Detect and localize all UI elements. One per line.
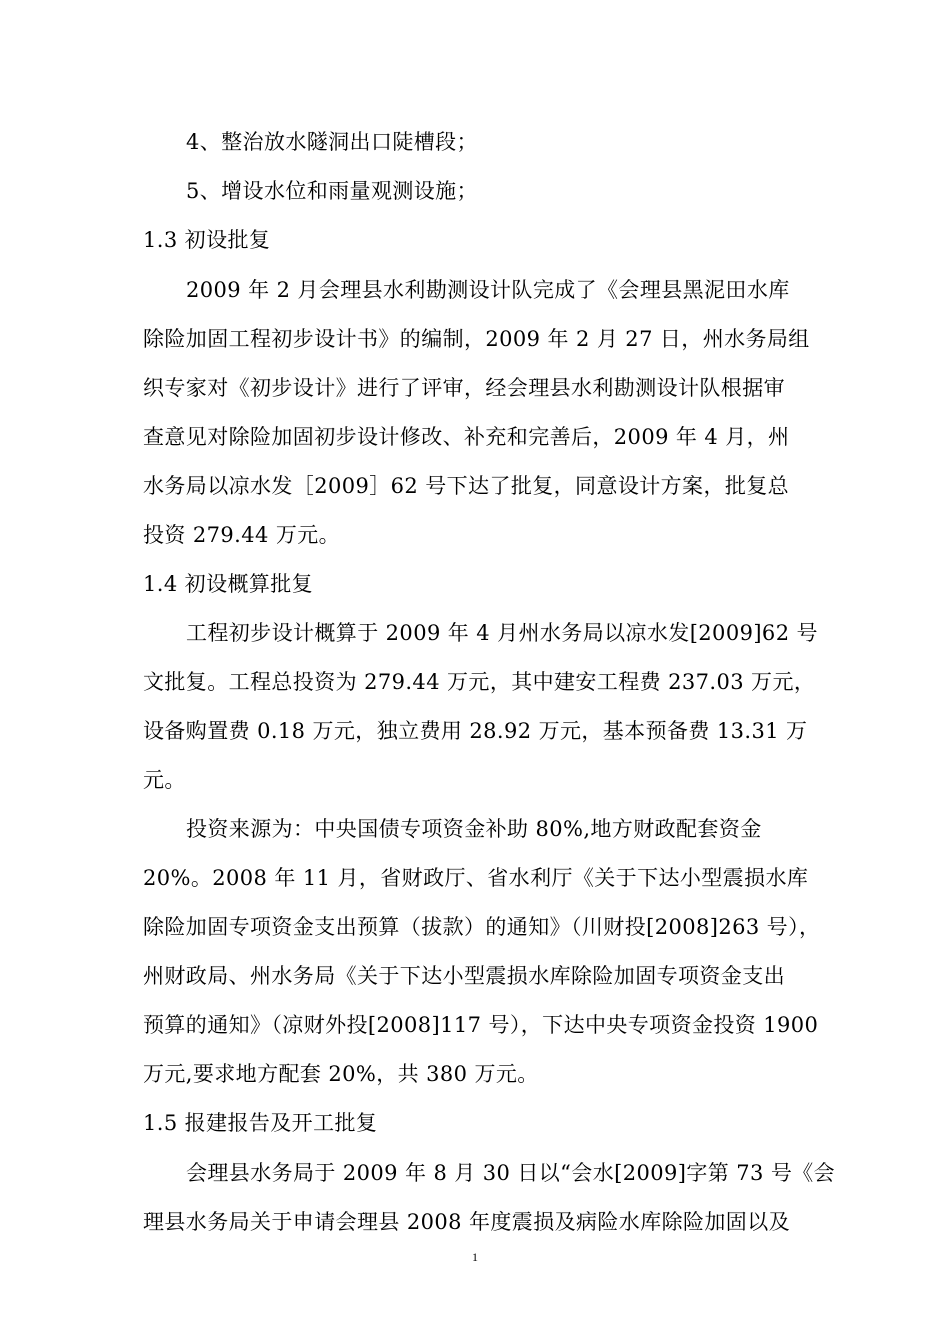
paragraph-line: 预算的通知》（凉财外投[2008]117 号），下达中央专项资金投资 1900 [143, 1013, 819, 1037]
paragraph-line: 万元,要求地方配套 20%，共 380 万元。 [143, 1062, 539, 1086]
paragraph-line: 除险加固工程初步设计书》的编制，2009 年 2 月 27 日，州水务局组 [143, 327, 810, 351]
section-heading-1-4: 1.4 初设概算批复 [143, 572, 314, 596]
paragraph-line: 织专家对《初步设计》进行了评审，经会理县水利勘测设计队根据审 [143, 376, 785, 400]
paragraph-line: 除险加固专项资金支出预算（拔款）的通知》（川财投[2008]263 号）， [143, 915, 821, 939]
section-heading-1-3: 1.3 初设批复 [143, 228, 271, 252]
list-item-5: 5、增设水位和雨量观测设施； [186, 179, 478, 203]
paragraph-line: 元。 [143, 768, 186, 792]
paragraph-line: 水务局以凉水发［2009］62 号下达了批复，同意设计方案，批复总 [143, 474, 790, 498]
paragraph-line: 州财政局、州水务局《关于下达小型震损水库除险加固专项资金支出 [143, 964, 785, 988]
paragraph-line: 工程初步设计概算于 2009 年 4 月州水务局以凉水发[2009]62 号 [186, 621, 818, 645]
paragraph-line: 会理县水务局于 2009 年 8 月 30 日以“会水[2009]字第 73 号《会 [186, 1161, 836, 1185]
paragraph-line: 文批复。工程总投资为 279.44 万元，其中建安工程费 237.03 万元， [143, 670, 816, 694]
section-heading-1-5: 1.5 报建报告及开工批复 [143, 1111, 378, 1135]
paragraph-line: 2009 年 2 月会理县水利勘测设计队完成了《会理县黑泥田水库 [186, 278, 790, 302]
paragraph-line: 20%。2008 年 11 月，省财政厅、省水利厅《关于下达小型震损水库 [143, 866, 809, 890]
paragraph-line: 投资来源为：中央国债专项资金补助 80%,地方财政配套资金 [186, 817, 762, 841]
page-number: 1 [472, 1250, 478, 1264]
list-item-4: 4、整治放水隧洞出口陡槽段； [186, 130, 478, 154]
paragraph-line: 设备购置费 0.18 万元，独立费用 28.92 万元，基本预备费 13.31 万 [143, 719, 808, 743]
paragraph-line: 投资 279.44 万元。 [143, 523, 341, 547]
paragraph-line: 理县水务局关于申请会理县 2008 年度震损及病险水库除险加固以及 [143, 1210, 790, 1234]
paragraph-line: 查意见对除险加固初步设计修改、补充和完善后，2009 年 4 月，州 [143, 425, 790, 449]
